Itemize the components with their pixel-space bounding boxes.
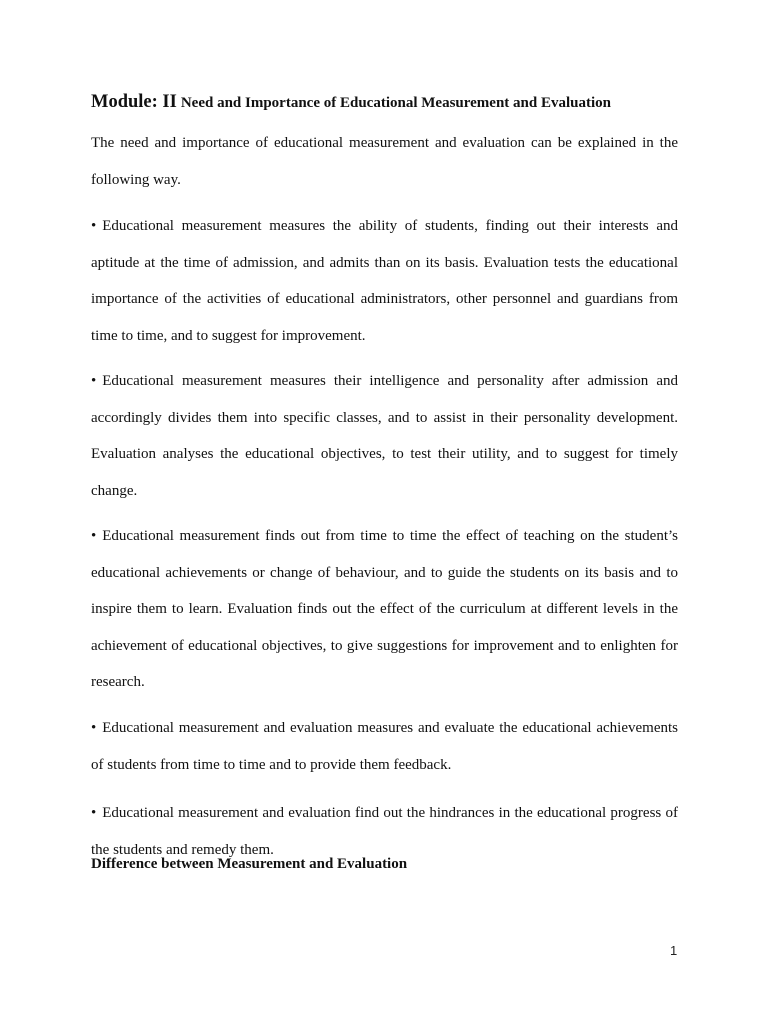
bullet-marker: • <box>91 805 97 821</box>
page-number: 1 <box>670 943 678 958</box>
bullet-text: Educational measurement measures the ability of students, finding out their interests and aptitude at the time of admission, and admits than on its basis. Evaluation tests the educational importance of the activities of educational administrators, other personnel and guardians from time to time, and to suggest for improvement. <box>91 218 678 344</box>
bullet-text: Educational measurement and evaluation find out the hindrances in the educational progress of the students and remedy them. <box>91 805 678 858</box>
module-label: Module: II <box>91 92 177 112</box>
section-subheading: Difference between Measurement and Evaluation <box>91 856 408 872</box>
bullet-marker: • <box>91 720 97 736</box>
bullet-text: Educational measurement finds out from time to time the effect of teaching on the student’s educational achievements or change of behaviour, and to guide the students on its basis and to inspire them to learn. Evaluation finds out the effect of the curriculum at different levels in the achievement of educational objectives, to give suggestions for improvement and to enlighten for research. <box>91 528 678 690</box>
bullet-marker: • <box>91 373 97 389</box>
bullet-marker: • <box>91 218 97 234</box>
bullet-paragraph-1 <box>91 208 678 354</box>
bullet-text: Educational measurement measures their intelligence and personality after admission and accordingly divides them into specific classes, and to assist in their personality development. Evaluation analyses the educational objectives, to test their utility, and to suggest for timely change. <box>91 373 678 499</box>
bullet-paragraph-4 <box>91 710 678 783</box>
bullet-paragraph-2 <box>91 363 678 509</box>
bullet-text: Educational measurement and evaluation measures and evaluate the educational achievements of students from time to time and to provide them feedback. <box>91 720 678 773</box>
heading-title: Need and Importance of Educational Measurement and Evaluation <box>180 95 611 111</box>
bullet-paragraph-3 <box>91 518 678 701</box>
page-heading <box>91 92 678 113</box>
intro-paragraph: The need and importance of educational measurement and evaluation can be explained in the following way. <box>91 135 678 188</box>
bullet-marker: • <box>91 528 97 544</box>
